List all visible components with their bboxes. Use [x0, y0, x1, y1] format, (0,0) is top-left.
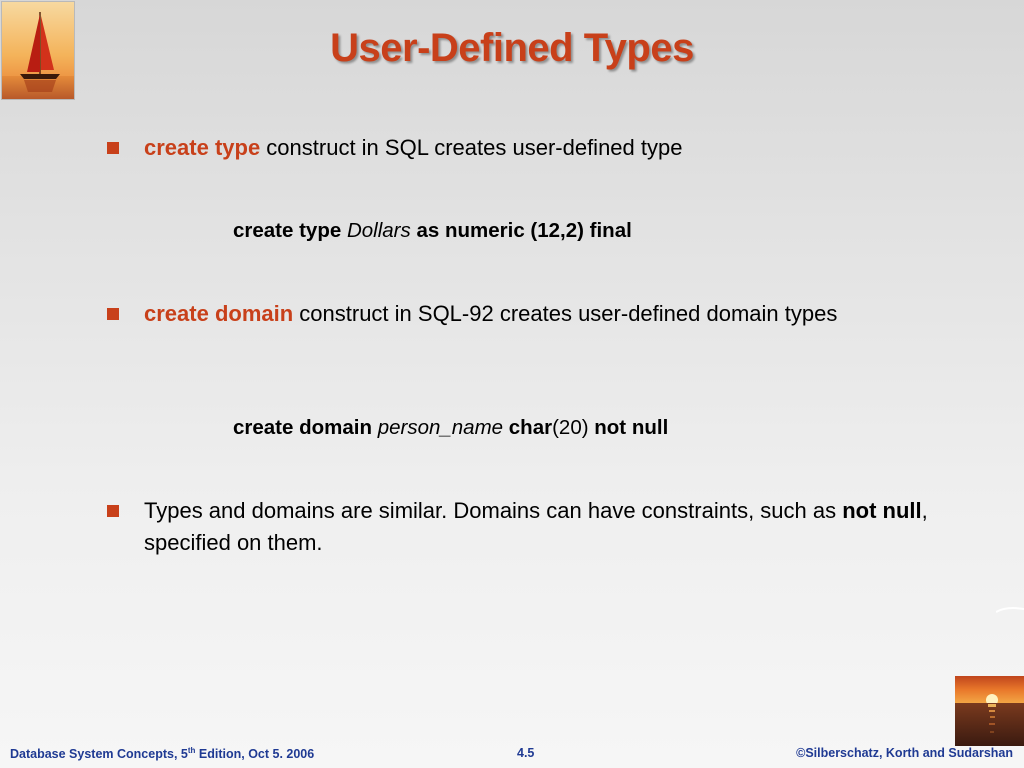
footer-superscript: th [187, 746, 196, 755]
code-identifier: Dollars [346, 219, 411, 242]
bullet-body: construct in SQL-92 creates user-defined domain types [293, 301, 838, 326]
bullet-body: Types and domains are similar. Domains can have constraints, such as [144, 498, 843, 523]
code-keyword: as numeric (12,2) final [416, 219, 632, 242]
bullet-body: , specified on them. [144, 498, 928, 555]
sunset-image [955, 676, 1024, 746]
code-example-create-domain [233, 414, 668, 442]
bullet-text-create-type [144, 132, 944, 164]
footer-page-number: 4.5 [517, 746, 535, 760]
bullet-text-types-domains [144, 495, 934, 559]
code-keyword: not null [594, 416, 669, 439]
square-bullet-icon [107, 505, 119, 517]
decorative-swoosh [996, 606, 1024, 614]
keyword-create-type: create type [144, 135, 261, 160]
bullet-body: construct in SQL creates user-defined type [260, 135, 683, 160]
slide-title: User-Defined Types [330, 26, 694, 70]
code-keyword: create type [233, 219, 342, 242]
bullet-text-create-domain [144, 298, 904, 330]
footer-book-info [10, 746, 314, 761]
code-keyword: create domain [233, 416, 372, 439]
bold-phrase: not null [842, 498, 922, 523]
code-keyword: char [508, 416, 553, 439]
code-argument: (20) [552, 416, 589, 439]
code-identifier: person_name [377, 416, 504, 439]
square-bullet-icon [107, 308, 119, 320]
keyword-create-domain: create domain [144, 301, 294, 326]
square-bullet-icon [107, 142, 119, 154]
footer-copyright: ©Silberschatz, Korth and Sudarshan [796, 746, 1013, 760]
code-example-create-type [233, 217, 632, 245]
footer-book-title: Database System Concepts, 5 [10, 747, 188, 762]
footer-edition-date: Edition, Oct 5. 2006 [195, 747, 315, 762]
